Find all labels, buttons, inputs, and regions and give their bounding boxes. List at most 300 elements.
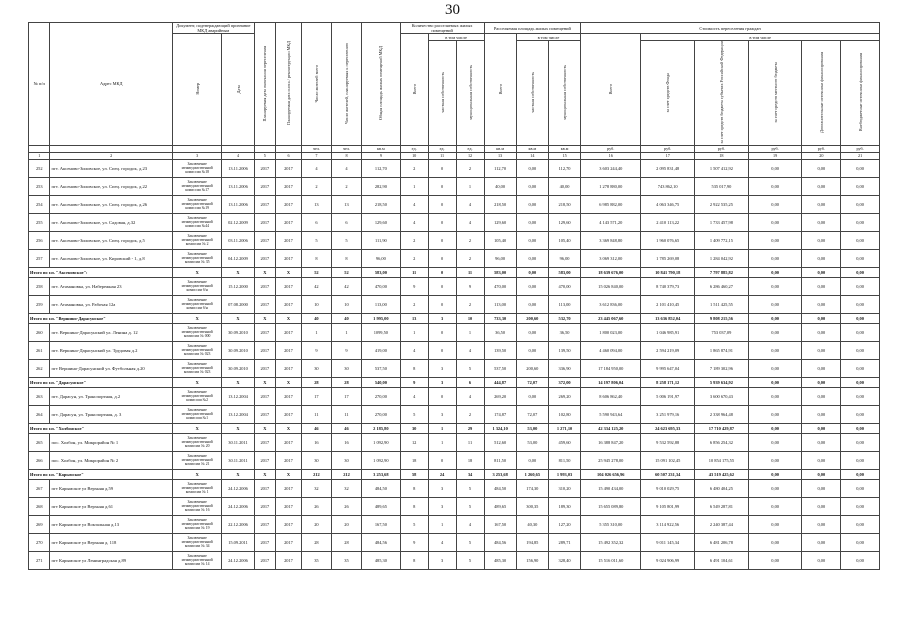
table-cell: 3 114 922,56	[641, 515, 695, 533]
table-cell: 15 492 352,32	[581, 533, 641, 551]
table-cell: 1 507 412,92	[695, 159, 749, 177]
table-cell: 2017	[276, 497, 302, 515]
col-cost-incl-header: в том числе	[641, 34, 880, 41]
table-cell: 6 985 882,00	[581, 195, 641, 213]
table-cell: 2	[456, 295, 484, 313]
table-cell: 1 046 985,91	[641, 323, 695, 341]
table-cell: 1	[428, 433, 456, 451]
table-cell: 2017	[254, 359, 275, 377]
total-cell: 52	[301, 267, 331, 277]
total-cell: 0,00	[748, 377, 802, 387]
table-cell: 264	[29, 405, 50, 423]
table-cell: 0,00	[802, 359, 841, 377]
table-cell: 0,00	[802, 479, 841, 497]
unit-cell: ед.	[456, 145, 484, 152]
table-cell: 0	[428, 249, 456, 267]
table-cell: 9	[456, 277, 484, 295]
table-cell: 0,00	[802, 277, 841, 295]
total-cell: 5 939 634,92	[695, 377, 749, 387]
table-cell: 167,50	[362, 515, 401, 533]
table-cell: 9	[400, 277, 428, 295]
table-cell: 0,00	[516, 295, 548, 313]
table-cell: 2	[456, 405, 484, 423]
unit-cell: кв.м	[484, 145, 516, 152]
total-cell: 53,00	[516, 423, 548, 433]
col-rooms-group-header: Количество расселяемых жилых помещений	[400, 23, 484, 34]
document-cell: Заключение межведомственной комиссии № 023	[172, 359, 221, 377]
table-cell: 2	[400, 231, 428, 249]
total-cell: 200,60	[516, 313, 548, 323]
table-cell: 419,00	[362, 341, 401, 359]
total-row	[29, 313, 880, 323]
table-cell: 30	[331, 359, 361, 377]
table-cell: 28	[331, 533, 361, 551]
table-cell: 30.11.2011	[222, 451, 254, 469]
table-cell: 4	[331, 159, 361, 177]
total-cell: 34	[456, 469, 484, 479]
document-cell: Заключение межведомственной комиссии № 1	[172, 479, 221, 497]
table-cell: 300,35	[516, 497, 548, 515]
address-cell: пгт. Аксеново-Зиловское, ул. Спец. городок, д.5	[50, 231, 172, 249]
total-cell: 104 026 656,96	[581, 469, 641, 479]
document-cell: Заключение межведомственной комиссии № 14	[172, 551, 221, 569]
page-number: 30	[445, 2, 460, 18]
total-cell: 0,00	[841, 377, 880, 387]
table-cell: 270,00	[362, 405, 401, 423]
table-cell: 18	[400, 451, 428, 469]
table-cell: 3 069 312,00	[581, 249, 641, 267]
table-cell: 129,60	[548, 213, 580, 231]
total-cell: 3	[428, 377, 456, 387]
table-cell: 15.12.2000	[222, 277, 254, 295]
total-cell: X	[222, 313, 254, 323]
total-cell: 2 185,80	[362, 423, 401, 433]
table-cell: 1 865 874,91	[695, 341, 749, 359]
document-cell: Заключение межведомственной комиссии № 20	[172, 433, 221, 451]
table-cell: 0,00	[516, 341, 548, 359]
table-cell: 0,00	[748, 295, 802, 313]
table-cell: 268	[29, 497, 50, 515]
table-cell: 13.12.2004	[222, 387, 254, 405]
table-cell: 269,20	[548, 387, 580, 405]
table-cell: 4	[301, 159, 331, 177]
table-cell: 13	[331, 195, 361, 213]
table-cell: 0,00	[841, 249, 880, 267]
table-cell: 0,00	[802, 533, 841, 551]
table-cell: 0,00	[841, 195, 880, 213]
table-cell: 0,00	[802, 515, 841, 533]
table-cell: 15 490 434,00	[581, 479, 641, 497]
table-cell: 6	[331, 213, 361, 231]
total-cell: 46	[301, 423, 331, 433]
table-cell: 1 092,90	[362, 451, 401, 469]
column-number-cell: 20	[802, 152, 841, 159]
table-cell: 0,00	[516, 323, 548, 341]
total-cell: X	[254, 423, 275, 433]
total-row	[29, 423, 880, 433]
table-cell: 259	[29, 295, 50, 313]
table-cell: 0	[428, 177, 456, 195]
table-cell: 0,00	[516, 213, 548, 231]
total-cell: 212	[331, 469, 361, 479]
table-cell: 0,00	[748, 277, 802, 295]
unit-cell: кв.м	[362, 145, 401, 152]
column-number-cell: 17	[641, 152, 695, 159]
address-cell: пгт Вершино-Дарасунский ул. Футбольная д.20	[50, 359, 172, 377]
total-cell: 43 519 425,62	[695, 469, 749, 479]
table-cell: 254	[29, 195, 50, 213]
document-cell: Заключение межведомственной комиссии № 000	[172, 323, 221, 341]
table-row	[29, 213, 880, 231]
total-label: Итого по г.п. "Вершино-Дарасунское"	[29, 313, 173, 323]
table-cell: 2017	[276, 213, 302, 231]
col-area-incl-header: в том числе	[516, 34, 580, 41]
table-row	[29, 249, 880, 267]
table-cell: 2017	[276, 341, 302, 359]
table-cell: 0,00	[802, 159, 841, 177]
table-cell: 1 278 880,00	[581, 177, 641, 195]
table-cell: 470,00	[548, 277, 580, 295]
total-cell: 1 271,10	[548, 423, 580, 433]
table-cell: 6 491 104,61	[695, 551, 749, 569]
table-cell: 129,60	[484, 213, 516, 231]
table-cell: 8	[400, 359, 428, 377]
table-cell: 0,00	[748, 213, 802, 231]
table-cell: 2017	[254, 515, 275, 533]
total-cell: 372,00	[548, 377, 580, 387]
col-cost-region-header: за счет средств бюджета субъекта Российской Федерации	[695, 41, 749, 146]
address-cell: пгт Карымское ул Верхняя д. 118	[50, 533, 172, 551]
address-cell: пгт. Вершино-Дарасунский ул. Ленина д. 12	[50, 323, 172, 341]
table-cell: 11	[456, 433, 484, 451]
table-cell: 17	[331, 387, 361, 405]
table-cell: 174,30	[516, 479, 548, 497]
table-cell: 2017	[276, 177, 302, 195]
table-cell: 42	[301, 277, 331, 295]
table-cell: 489,65	[484, 497, 516, 515]
total-cell: X	[172, 267, 221, 277]
table-cell: 11	[331, 405, 361, 423]
table-cell: 0,00	[802, 323, 841, 341]
table-cell: 03.11.2006	[222, 231, 254, 249]
table-cell: 743 862,10	[641, 177, 695, 195]
table-cell: 200,60	[516, 359, 548, 377]
table-cell: 266	[29, 451, 50, 469]
unit-cell	[222, 145, 254, 152]
table-cell: 1 092,90	[362, 433, 401, 451]
table-cell: 270,00	[362, 387, 401, 405]
table-cell: 9 011 145,34	[641, 533, 695, 551]
table-cell: 2017	[276, 479, 302, 497]
document-cell: Заключение межведомственной комиссии б/н	[172, 277, 221, 295]
col-doc-number-header: Номер	[172, 34, 221, 146]
column-number-cell: 7	[301, 152, 331, 159]
table-cell: 0,00	[841, 387, 880, 405]
unit-cell	[172, 145, 221, 152]
table-cell: 4	[400, 213, 428, 231]
document-cell: Заключение межведомственной комиссии № 023	[172, 341, 221, 359]
column-number-cell: 21	[841, 152, 880, 159]
total-cell: 0,00	[841, 469, 880, 479]
table-cell: 0,00	[748, 533, 802, 551]
table-cell: 2017	[254, 195, 275, 213]
table-cell: 2017	[254, 323, 275, 341]
table-cell: 11	[301, 405, 331, 423]
table-cell: 13.11.2006	[222, 177, 254, 195]
table-cell: 2017	[254, 249, 275, 267]
table-cell: 537,50	[362, 359, 401, 377]
table-cell: 0,00	[748, 159, 802, 177]
table-cell: 262	[29, 359, 50, 377]
table-cell: 8 606 862,40	[581, 387, 641, 405]
table-cell: 0,00	[802, 195, 841, 213]
col-planned-relocation-header: Планируемая дата окончания переселения	[254, 23, 275, 146]
table-cell: 0,00	[841, 213, 880, 231]
table-cell: 15 655 089,80	[581, 497, 641, 515]
table-cell: 811,50	[484, 451, 516, 469]
table-cell: 0,00	[748, 195, 802, 213]
table-cell: 4	[400, 195, 428, 213]
table-row	[29, 177, 880, 195]
col-cost-group-header: Стоимость переселения граждан	[581, 23, 880, 34]
address-cell: пгт. Атамановка, ул. Набережная 23	[50, 277, 172, 295]
total-cell: 0,00	[748, 423, 802, 433]
table-cell: 2	[400, 159, 428, 177]
table-cell: 5	[456, 497, 484, 515]
table-cell: 2017	[254, 451, 275, 469]
table-cell: 7 189 302,96	[695, 359, 749, 377]
table-cell: 2017	[276, 451, 302, 469]
table-cell: 1	[456, 323, 484, 341]
units-row	[29, 145, 880, 152]
table-cell: 289,71	[548, 533, 580, 551]
column-number-cell: 3	[172, 152, 221, 159]
table-cell: 485,30	[484, 551, 516, 569]
table-cell: 1 960 076,65	[641, 231, 695, 249]
table-cell: 4 143 571,20	[581, 213, 641, 231]
table-cell: 2017	[254, 479, 275, 497]
table-cell: 9 010 029,75	[641, 479, 695, 497]
table-cell: 2017	[254, 277, 275, 295]
table-cell: 2	[301, 177, 331, 195]
table-cell: 0,00	[748, 405, 802, 423]
col-residents-planned-header: Число жителей, планируемых к переселению	[331, 23, 361, 146]
table-cell: 2017	[254, 533, 275, 551]
table-cell: 512,60	[484, 433, 516, 451]
table-cell: 0,00	[841, 551, 880, 569]
document-cell: Заключение межведомственной комиссии №2	[172, 387, 221, 405]
column-number-cell: 5	[254, 152, 275, 159]
table-cell: 6 481 206,78	[695, 533, 749, 551]
table-cell: 0,00	[748, 551, 802, 569]
col-doc-date-header: Дата	[222, 34, 254, 146]
unit-cell: кв.м	[548, 145, 580, 152]
table-cell: 30.09.2010	[222, 341, 254, 359]
table-cell: 0,00	[841, 515, 880, 533]
total-cell: 30	[400, 423, 428, 433]
unit-cell: ед.	[400, 145, 428, 152]
table-cell: 0,00	[516, 195, 548, 213]
table-cell: 811,50	[548, 451, 580, 469]
table-cell: 258	[29, 277, 50, 295]
table-cell: 269	[29, 515, 50, 533]
table-cell: 6	[301, 213, 331, 231]
table-cell: 105,40	[484, 231, 516, 249]
table-cell: 02.12.2009	[222, 213, 254, 231]
table-cell: 2017	[276, 515, 302, 533]
table-cell: 459,60	[548, 433, 580, 451]
document-cell: Заключение межведомственной комиссии №17	[172, 177, 221, 195]
total-cell: X	[222, 267, 254, 277]
table-cell: 484,56	[484, 533, 516, 551]
table-cell: 18	[456, 451, 484, 469]
total-cell: 24 623 695,33	[641, 423, 695, 433]
address-cell: пгт. Аксеново-Зиловское, ул. Спец. городок, д.22	[50, 177, 172, 195]
table-cell: 0,00	[841, 533, 880, 551]
table-cell: 2 922 535,25	[695, 195, 749, 213]
table-cell: 0,00	[841, 277, 880, 295]
table-cell: 0,00	[802, 405, 841, 423]
table-cell: 2017	[254, 159, 275, 177]
table-cell: 6 480 404,25	[695, 479, 749, 497]
table-cell: 1 785 269,08	[641, 249, 695, 267]
total-cell: 13	[400, 313, 428, 323]
column-number-cell: 11	[428, 152, 456, 159]
total-cell: 0,00	[748, 313, 802, 323]
table-cell: 0	[428, 295, 456, 313]
total-cell: 0,00	[802, 267, 841, 277]
table-cell: 0,00	[802, 497, 841, 515]
address-cell: пгт. Дарасун, ул. Транспортная, д. 3	[50, 405, 172, 423]
total-cell: 0,00	[802, 313, 841, 323]
relocation-table	[28, 22, 880, 570]
table-cell: 9 024 906,99	[641, 551, 695, 569]
table-cell: 2 594 219,09	[641, 341, 695, 359]
table-cell: 1099,50	[362, 323, 401, 341]
table-cell: 1	[400, 177, 428, 195]
total-label: Итого по г.п. "Карымское"	[29, 469, 173, 479]
table-cell: 9 532 592,88	[641, 433, 695, 451]
table-cell: 8	[331, 249, 361, 267]
address-cell: пос. Холбон, ул. Микрорайон № 2	[50, 451, 172, 469]
table-cell: 8	[400, 551, 428, 569]
table-cell: 4	[400, 341, 428, 359]
table-cell: 0,00	[748, 323, 802, 341]
table-cell: 0,00	[802, 433, 841, 451]
total-cell: X	[172, 423, 221, 433]
table-cell: 9	[331, 341, 361, 359]
table-cell: 271	[29, 551, 50, 569]
table-cell: 1	[428, 515, 456, 533]
table-cell: 40,00	[548, 177, 580, 195]
table-cell: 489,65	[362, 497, 401, 515]
table-row	[29, 359, 880, 377]
total-cell: 3 253,68	[484, 469, 516, 479]
table-cell: 10	[301, 295, 331, 313]
table-cell: 04.12.2009	[222, 249, 254, 267]
table-row	[29, 387, 880, 405]
column-number-cell: 16	[581, 152, 641, 159]
column-number-cell: 15	[548, 152, 580, 159]
table-cell: 10 854 175,55	[695, 451, 749, 469]
table-cell: 0	[428, 387, 456, 405]
table-cell: 112,70	[362, 159, 401, 177]
table-cell: 0,00	[748, 387, 802, 405]
table-cell: 24.12.2006	[222, 497, 254, 515]
unit-cell	[276, 145, 302, 152]
table-cell: 5	[456, 479, 484, 497]
table-cell: 4	[400, 387, 428, 405]
table-cell: 112,70	[484, 159, 516, 177]
table-cell: 0	[428, 195, 456, 213]
table-cell: 3 603 244,40	[581, 159, 641, 177]
total-cell: 1 995,00	[362, 313, 401, 323]
table-cell: 30.09.2010	[222, 323, 254, 341]
total-cell: X	[254, 267, 275, 277]
total-cell: 42 334 125,20	[581, 423, 641, 433]
table-cell: 26	[301, 497, 331, 515]
table-cell: 28	[301, 533, 331, 551]
address-cell: пгт Карымское ул Верхняя д.61	[50, 497, 172, 515]
table-cell: 0,00	[841, 451, 880, 469]
table-cell: 13	[301, 195, 331, 213]
table-row	[29, 231, 880, 249]
total-cell: 46	[331, 423, 361, 433]
table-cell: 0,00	[748, 451, 802, 469]
table-cell: 9 995 647,04	[641, 359, 695, 377]
table-cell: 2	[456, 159, 484, 177]
table-cell: 484,56	[362, 533, 401, 551]
document-cell: Заключение межведомственной комиссии № 2	[172, 231, 221, 249]
table-cell: 3	[428, 497, 456, 515]
table-cell: 3	[428, 479, 456, 497]
table-cell: 127,20	[548, 515, 580, 533]
table-cell: 0,00	[748, 359, 802, 377]
total-cell: 28	[301, 377, 331, 387]
table-cell: 257	[29, 249, 50, 267]
table-body	[29, 145, 880, 569]
table-row	[29, 405, 880, 423]
table-cell: 0,00	[841, 323, 880, 341]
table-cell: 8	[301, 249, 331, 267]
table-cell: 24.12.2006	[222, 551, 254, 569]
table-cell: 113,00	[548, 295, 580, 313]
table-cell: 40,30	[516, 515, 548, 533]
unit-cell: кв.м	[516, 145, 548, 152]
table-cell: 253	[29, 177, 50, 195]
column-number-cell: 12	[456, 152, 484, 159]
total-cell: 52	[331, 267, 361, 277]
total-cell: X	[276, 267, 302, 277]
total-cell: X	[254, 313, 275, 323]
table-cell: 261	[29, 341, 50, 359]
table-cell: 0,00	[802, 551, 841, 569]
total-cell: 24	[428, 469, 456, 479]
table-cell: 267	[29, 479, 50, 497]
document-cell: Заключение межведомственной комиссии № 34	[172, 533, 221, 551]
table-row	[29, 295, 880, 313]
table-cell: 3 612 836,00	[581, 295, 641, 313]
table-cell: 2	[456, 249, 484, 267]
table-cell: 16	[331, 433, 361, 451]
table-cell: 0,00	[802, 231, 841, 249]
table-cell: 15 091 102,45	[641, 451, 695, 469]
total-cell: 0,00	[748, 267, 802, 277]
col-num-header: № п/п	[29, 23, 50, 146]
table-cell: 0,00	[516, 249, 548, 267]
total-cell: 0,00	[841, 423, 880, 433]
table-cell: 0,00	[516, 277, 548, 295]
